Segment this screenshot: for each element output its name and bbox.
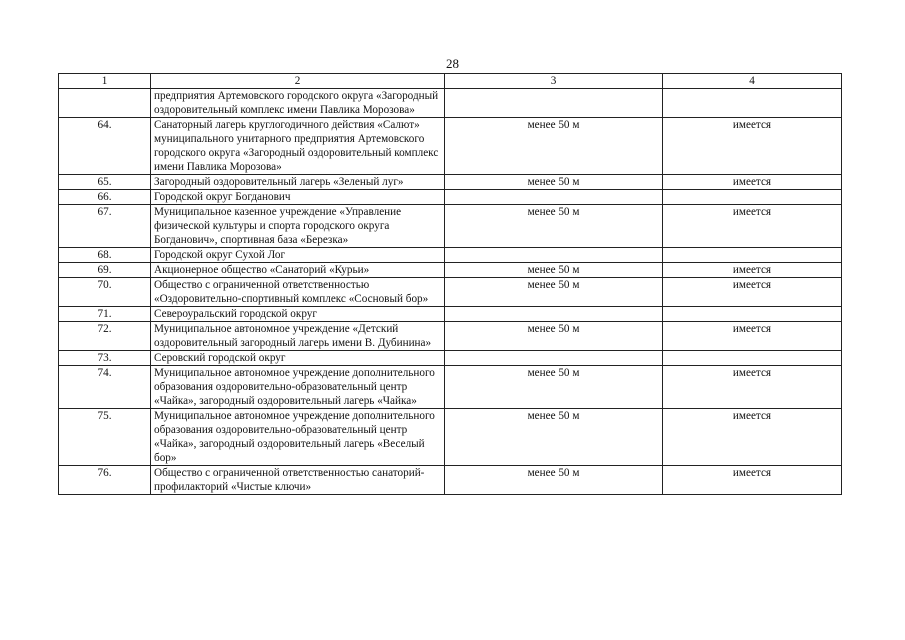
availability-cell: имеется xyxy=(663,205,842,248)
availability-cell xyxy=(663,190,842,205)
facility-name: Общество с ограниченной ответственностью санаторий-профилакторий «Чистые ключи» xyxy=(151,466,445,495)
row-number: 74. xyxy=(59,366,151,409)
row-number: 71. xyxy=(59,307,151,322)
availability-cell: имеется xyxy=(663,278,842,307)
facility-name: Общество с ограниченной ответственностью «Оздоровительно-спортивный комплекс «Сосновый бор» xyxy=(151,278,445,307)
distance-cell: менее 50 м xyxy=(445,118,663,175)
facility-name: Загородный оздоровительный лагерь «Зеленый луг» xyxy=(151,175,445,190)
table-row xyxy=(59,409,842,466)
row-number: 67. xyxy=(59,205,151,248)
facilities-table xyxy=(58,73,842,495)
column-header: 4 xyxy=(663,74,842,89)
row-number: 73. xyxy=(59,351,151,366)
availability-cell xyxy=(663,307,842,322)
table-row xyxy=(59,175,842,190)
facility-name: Городской округ Сухой Лог xyxy=(151,248,445,263)
table-group-row xyxy=(59,307,842,322)
facility-name: Серовский городской округ xyxy=(151,351,445,366)
row-number: 68. xyxy=(59,248,151,263)
distance-cell: менее 50 м xyxy=(445,366,663,409)
column-header: 1 xyxy=(59,74,151,89)
table-row xyxy=(59,278,842,307)
availability-cell: имеется xyxy=(663,466,842,495)
distance-cell: менее 50 м xyxy=(445,278,663,307)
table-row xyxy=(59,263,842,278)
facility-name: Муниципальное автономное учреждение дополнительного образования оздоровительно-образовательный центр «Чайка», загородный оздоровительный лагерь «Чайка» xyxy=(151,366,445,409)
table-header-row xyxy=(59,74,842,89)
table-row xyxy=(59,366,842,409)
distance-cell: менее 50 м xyxy=(445,322,663,351)
distance-cell xyxy=(445,307,663,322)
column-header: 2 xyxy=(151,74,445,89)
availability-cell xyxy=(663,89,842,118)
distance-cell: менее 50 м xyxy=(445,175,663,190)
distance-cell xyxy=(445,351,663,366)
availability-cell xyxy=(663,351,842,366)
table-group-row xyxy=(59,351,842,366)
facility-name: Муниципальное автономное учреждение «Детский оздоровительный загородный лагерь имени В. Дубинина» xyxy=(151,322,445,351)
distance-cell xyxy=(445,190,663,205)
distance-cell: менее 50 м xyxy=(445,409,663,466)
distance-cell xyxy=(445,89,663,118)
availability-cell: имеется xyxy=(663,322,842,351)
availability-cell xyxy=(663,248,842,263)
row-number: 64. xyxy=(59,118,151,175)
row-number: 72. xyxy=(59,322,151,351)
row-number: 76. xyxy=(59,466,151,495)
availability-cell: имеется xyxy=(663,263,842,278)
table-group-row xyxy=(59,248,842,263)
row-number: 66. xyxy=(59,190,151,205)
facility-name: Акционерное общество «Санаторий «Курьи» xyxy=(151,263,445,278)
row-number: 70. xyxy=(59,278,151,307)
availability-cell: имеется xyxy=(663,366,842,409)
table-row xyxy=(59,89,842,118)
facility-name: Городской округ Богданович xyxy=(151,190,445,205)
table-body xyxy=(59,89,842,495)
facility-name: предприятия Артемовского городского округа «Загородный оздоровительный комплекс имени Павлика Морозова» xyxy=(151,89,445,118)
facility-name: Муниципальное автономное учреждение дополнительного образования оздоровительно-образовательный центр «Чайка», загородный оздоровительный лагерь «Веселый бор» xyxy=(151,409,445,466)
distance-cell: менее 50 м xyxy=(445,263,663,278)
row-number: 75. xyxy=(59,409,151,466)
distance-cell: менее 50 м xyxy=(445,466,663,495)
facility-name: Санаторный лагерь круглогодичного действия «Салют» муниципального унитарного предприятия Артемовского городского округа «Загородный оздоровительный комплекс имени Павлика Морозова» xyxy=(151,118,445,175)
row-number: 69. xyxy=(59,263,151,278)
facility-name: Североуральский городской округ xyxy=(151,307,445,322)
table-row xyxy=(59,322,842,351)
row-number xyxy=(59,89,151,118)
table-row xyxy=(59,205,842,248)
table-row xyxy=(59,118,842,175)
availability-cell: имеется xyxy=(663,409,842,466)
facility-name: Муниципальное казенное учреждение «Управление физической культуры и спорта городского округа Богданович», спортивная база «Березка» xyxy=(151,205,445,248)
table-group-row xyxy=(59,190,842,205)
page-number: 28 xyxy=(446,56,459,71)
distance-cell: менее 50 м xyxy=(445,205,663,248)
distance-cell xyxy=(445,248,663,263)
table-row xyxy=(59,466,842,495)
column-header: 3 xyxy=(445,74,663,89)
availability-cell: имеется xyxy=(663,175,842,190)
availability-cell: имеется xyxy=(663,118,842,175)
row-number: 65. xyxy=(59,175,151,190)
